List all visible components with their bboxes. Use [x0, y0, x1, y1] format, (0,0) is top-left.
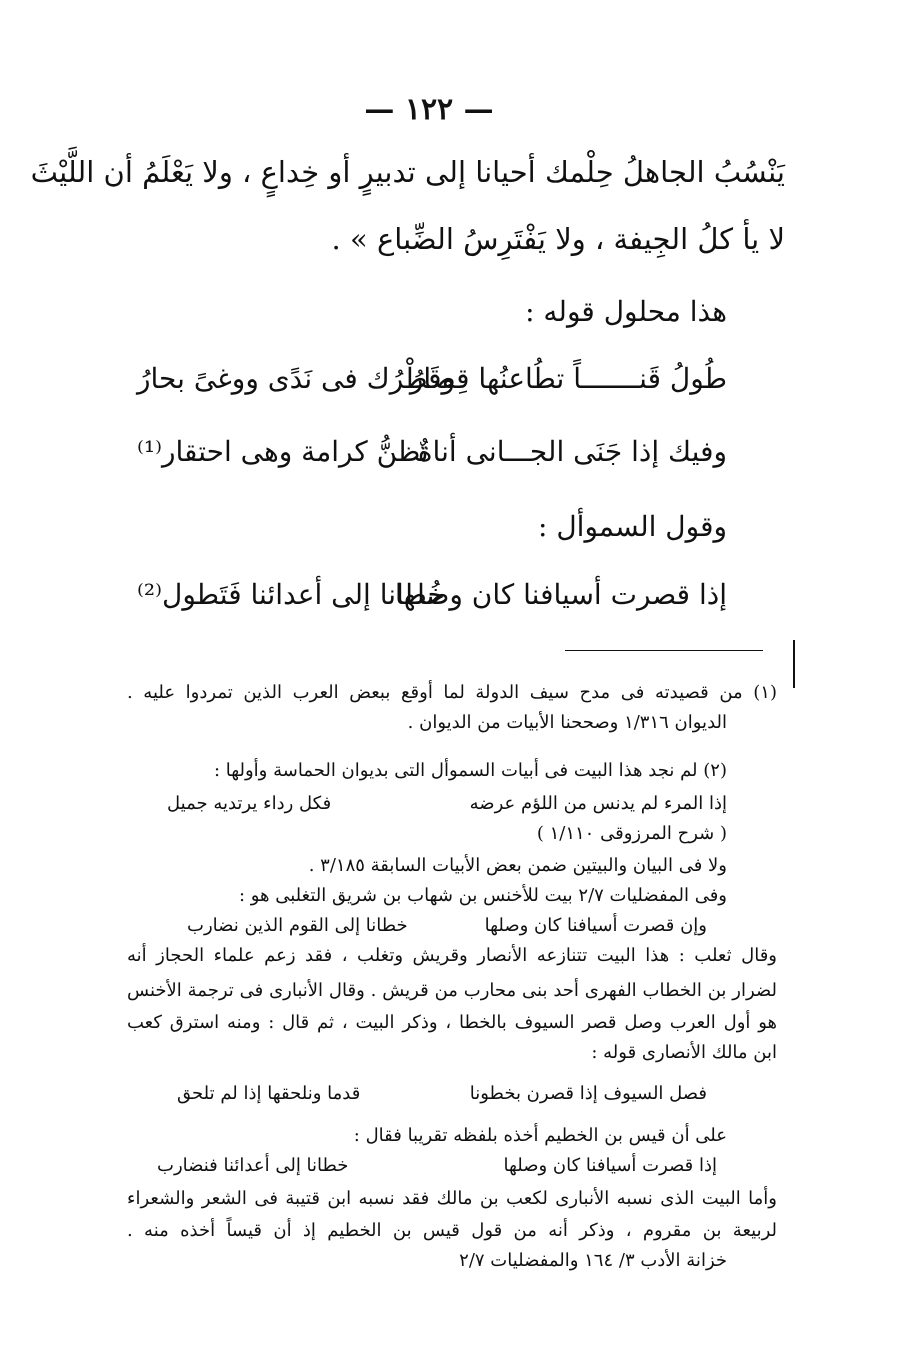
margin-mark — [793, 640, 795, 688]
verse-3-first-hemistich: إذا قصرت أسيافنا كان وصلها — [394, 578, 727, 611]
page-number: — ١٢٢ — — [364, 92, 494, 127]
verse-1-second-hemistich: وقَطْرُك فى نَدًى ووغىً بحارُ — [137, 362, 456, 395]
footnote-2-ref-2: خزانة الأدب ٣/ ١٦٤ والمفضليات ٢/٧ — [459, 1250, 727, 1271]
footnote-2-verse-2-second: خطانا إلى القوم الذين نضارب — [187, 915, 408, 936]
verse-3-second-hemistich: خُطانا إلى أعدائنا فَتَطول⁽²⁾ — [137, 578, 445, 611]
footnote-2-verse-3 — [177, 1083, 707, 1109]
verse-3 — [137, 578, 727, 622]
verse-2-second-hemistich: تظنُّ كرامة وهى احتقار⁽¹⁾ — [137, 435, 429, 468]
body-line-2: لا يأ كلُ الجِيفة ، ولا يَفْتَرِسُ الضِّباع » . — [331, 222, 785, 256]
footnote-2-verse-2 — [187, 915, 707, 941]
footnote-2-ref-1: ( شرح المرزوقى ١/١١٠ ) — [536, 823, 727, 844]
footnote-2-line-10: لربيعة بن مقروم ، وذكر أنه من قول قيس بن الخطيم إذ أن قيساً أخذه منه . — [127, 1220, 777, 1241]
footnote-2-verse-4-second: خطانا إلى أعدائنا فنضارب — [157, 1155, 349, 1176]
footnote-separator — [565, 650, 763, 651]
footnote-2-verse-4-first: إذا قصرت أسيافنا كان وصلها — [503, 1155, 717, 1176]
body-line-1: يَنْسُبُ الجاهلُ حِلْمك أحيانا إلى تدبيرٍ أو خِداعٍ ، ولا يَعْلَمُ أن اللَّيْثَ — [30, 155, 785, 189]
footnote-2-line-4: وقال ثعلب : هذا البيت تتنازعه الأنصار وقريش وتغلب ، فقد زعم علماء الحجاز أنه — [127, 945, 777, 966]
intro-quote-1: هذا محلول قوله : — [525, 295, 727, 328]
footnote-2-line-3: وفى المفضليات ٢/٧ بيت للأخنس بن شهاب بن شريق التغلبى هو : — [238, 885, 727, 906]
verse-1-first-hemistich: طُولُ قَنـــــــاً تطُاعنُها قِصارُ — [409, 362, 727, 395]
footnote-2-verse-2-first: وإن قصرت أسيافنا كان وصلها — [484, 915, 707, 936]
intro-quote-2: وقول السموأل : — [537, 510, 727, 543]
verse-1 — [137, 362, 727, 406]
footnote-2-verse-4 — [157, 1155, 717, 1181]
verse-2 — [137, 435, 727, 479]
footnote-2-line-2: ولا فى البيان والبيتين ضمن بعض الأبيات السابقة ٣/١٨٥ . — [308, 855, 727, 876]
footnote-2-line-1: (٢) لم نجد هذا البيت فى أبيات السموأل التى بديوان الحماسة وأولها : — [213, 760, 727, 781]
footnote-2-line-5: لضرار بن الخطاب الفهرى أحد بنى محارب من قريش . وقال الأنبارى فى ترجمة الأخنس — [127, 980, 777, 1001]
footnote-2-line-7: ابن مالك الأنصارى قوله : — [591, 1042, 777, 1063]
footnote-2-verse-3-second: قدما ونلحقها إذا لم تلحق — [177, 1083, 361, 1104]
footnote-2-verse-3-first: فصل السيوف إذا قصرن بخطونا — [469, 1083, 707, 1104]
footnote-2-verse-1 — [167, 793, 727, 819]
footnote-2-line-8: على أن قيس بن الخطيم أخذه بلفظه تقريبا فقال : — [353, 1125, 727, 1146]
footnote-2-line-6: هو أول العرب وصل قصر السيوف بالخطا ، وذكر البيت ، ثم قال : ومنه استرق كعب — [127, 1012, 777, 1033]
verse-2-first-hemistich: وفيك إذا جَنَى الجـــانى أناةٌ — [417, 435, 727, 468]
footnote-2-line-9: وأما البيت الذى نسبه الأنبارى لكعب بن مالك فقد نسبه ابن قتيبة فى الشعر والشعراء — [127, 1188, 777, 1209]
footnote-2-verse-1-second: فكل رداء يرتديه جميل — [167, 793, 332, 814]
footnote-1-line-2: الديوان ١/٣١٦ وصححنا الأبيات من الديوان . — [407, 712, 727, 733]
footnote-2-verse-1-first: إذا المرء لم يدنس من اللؤم عرضه — [469, 793, 727, 814]
footnote-1-line-1: (١) من قصيدته فى مدح سيف الدولة لما أوقع ببعض العرب الذين تمردوا عليه . — [127, 682, 777, 703]
